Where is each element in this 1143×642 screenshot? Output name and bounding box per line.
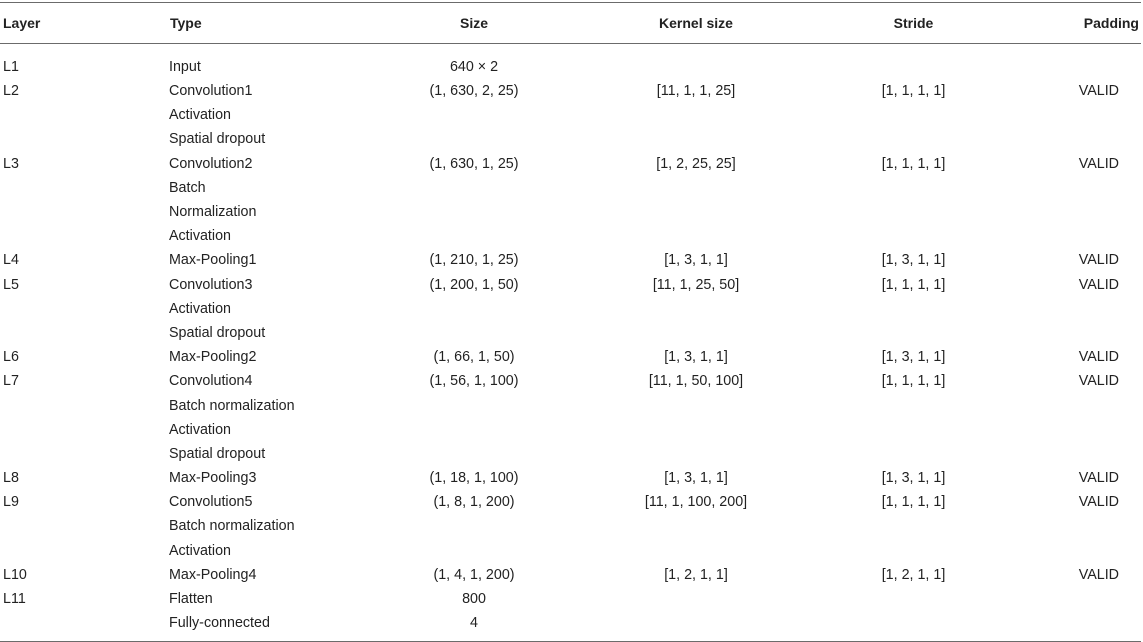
table-row [0,466,1141,490]
cell-padding [1016,44,1141,80]
cell-stride [811,442,1016,466]
cell-padding: VALID [1078,155,1119,172]
cell-kernel: [1, 2, 1, 1] [664,566,728,583]
cell-type: Fully-connected [169,615,270,632]
cell-layer [0,297,167,321]
cell-type: Input [169,59,201,75]
table-row [0,490,1141,514]
cell-stride: [1, 3, 1, 1] [881,349,946,366]
cell-kernel [581,442,811,466]
cell-type: Activation [169,300,231,317]
cell-size: (1, 210, 1, 25) [429,252,519,269]
cell-type: Convolution5 [169,494,253,511]
cell-stride [811,224,1016,248]
cell-kernel [581,200,811,224]
cell-stride [811,176,1016,200]
cell-size: (1, 4, 1, 200) [433,566,515,583]
cell-stride: [1, 1, 1, 1] [881,155,946,172]
layer-table [0,2,1141,641]
header-padding: Padding [1083,15,1139,31]
cell-kernel [581,103,811,127]
cell-layer [0,224,167,248]
cell-stride [811,587,1016,611]
cell-size [367,321,581,345]
cell-stride [811,539,1016,563]
cell-kernel [581,176,811,200]
cell-size: (1, 630, 1, 25) [429,155,519,172]
cell-padding: VALID [1078,494,1119,511]
cell-size: 800 [462,591,486,608]
table-row [0,297,1141,321]
cell-padding: VALID [1078,470,1119,487]
cell-padding [1016,297,1141,321]
cell-layer: L10 [3,566,27,583]
cell-padding: VALID [1078,566,1119,583]
cell-type: Max-Pooling4 [169,566,257,583]
cell-type: Activation [169,107,231,124]
table-row [0,514,1141,538]
cell-layer: L9 [3,494,19,511]
table-row [0,563,1141,587]
cell-layer [0,127,167,151]
cell-kernel: [1, 2, 25, 25] [656,155,736,172]
cell-size: (1, 56, 1, 100) [429,373,519,390]
cell-kernel [581,224,811,248]
cell-layer: L3 [3,155,19,172]
cell-size [367,393,581,417]
cell-stride [811,393,1016,417]
table-row [0,442,1141,466]
cell-size [367,200,581,224]
cell-stride [811,200,1016,224]
cell-layer: L8 [3,470,19,487]
table-row [0,611,1141,641]
cell-stride: [1, 1, 1, 1] [881,276,946,293]
cell-padding: VALID [1078,252,1119,269]
cell-stride [811,611,1016,641]
cell-padding: VALID [1078,349,1119,366]
cell-type: Spatial dropout [169,131,266,148]
cell-type: Spatial dropout [169,324,266,341]
header-type: Type [170,15,202,31]
table-row [0,321,1141,345]
cell-padding [1016,539,1141,563]
cell-type: Batch [169,179,206,196]
cell-padding [1016,418,1141,442]
cell-type: Activation [169,542,231,559]
cell-padding: VALID [1078,83,1119,100]
cell-kernel: [11, 1, 50, 100] [648,373,744,390]
cell-padding [1016,587,1141,611]
cell-size: (1, 18, 1, 100) [429,470,519,487]
cell-size: (1, 66, 1, 50) [433,349,515,366]
cell-kernel [581,587,811,611]
table-row [0,418,1141,442]
cell-padding [1016,321,1141,345]
header-layer: Layer [3,15,41,31]
header-kernel: Kernel size [659,15,733,31]
table-row [0,587,1141,611]
table-row [0,200,1141,224]
cell-kernel [581,44,811,80]
cell-layer [0,514,167,538]
cell-kernel [581,393,811,417]
cell-layer: L2 [3,83,19,100]
cell-kernel [581,514,811,538]
cell-stride [811,127,1016,151]
table-row [0,79,1141,103]
cell-kernel: [11, 1, 100, 200] [644,494,748,511]
cell-padding [1016,442,1141,466]
cell-layer: L6 [3,349,19,366]
cell-size [367,418,581,442]
cell-type: Normalization [169,204,257,221]
cell-padding [1016,393,1141,417]
cell-size [367,127,581,151]
cell-kernel [581,127,811,151]
cell-padding [1016,224,1141,248]
cell-layer: L11 [3,591,26,608]
cell-padding [1016,176,1141,200]
cell-kernel [581,418,811,442]
cell-layer [0,176,167,200]
cell-layer: L5 [3,276,19,293]
cell-padding [1016,514,1141,538]
table-row [0,127,1141,151]
cell-size: (1, 630, 2, 25) [429,83,519,100]
cell-size [367,442,581,466]
cell-kernel: [11, 1, 25, 50] [652,276,740,293]
cell-stride [811,514,1016,538]
header-size: Size [459,15,488,31]
cell-kernel: [1, 3, 1, 1] [664,252,728,269]
cell-layer [0,321,167,345]
cell-type: Batch normalization [169,518,295,535]
cell-kernel [581,297,811,321]
cell-size [367,224,581,248]
table-header [0,3,1141,44]
cell-kernel [581,539,811,563]
cell-layer [0,611,167,641]
cell-layer: L1 [3,59,19,75]
table-row [0,345,1141,369]
cell-kernel [581,611,811,641]
cell-size [367,539,581,563]
table-row [0,224,1141,248]
cell-type: Max-Pooling3 [169,470,257,487]
cell-stride [811,44,1016,80]
cell-size: 4 [470,615,478,632]
table-row [0,103,1141,127]
cell-padding [1016,611,1141,641]
cell-layer [0,539,167,563]
cell-stride: [1, 1, 1, 1] [881,373,946,390]
table-row [0,176,1141,200]
cell-padding [1016,127,1141,151]
cell-layer [0,393,167,417]
table-row [0,539,1141,563]
cell-type: Spatial dropout [169,445,266,462]
cell-kernel: [11, 1, 1, 25] [656,83,736,100]
cell-layer [0,442,167,466]
table-row [0,44,1141,80]
cell-size [367,103,581,127]
cell-type: Batch normalization [169,397,295,414]
cell-type: Activation [169,421,231,438]
cell-size: 640 × 2 [449,59,499,75]
cell-layer: L4 [3,252,19,269]
cell-stride: [1, 1, 1, 1] [881,494,946,511]
cell-padding [1016,200,1141,224]
cell-kernel [581,321,811,345]
cell-type: Convolution4 [169,373,253,390]
cell-type: Convolution1 [169,83,253,100]
cell-stride [811,103,1016,127]
cell-kernel: [1, 3, 1, 1] [664,349,728,366]
cell-type: Convolution3 [169,276,253,293]
table-row [0,248,1141,272]
cell-stride [811,321,1016,345]
cell-stride: [1, 1, 1, 1] [881,83,946,100]
cell-type: Activation [169,228,231,245]
cell-layer [0,418,167,442]
cell-size [367,176,581,200]
cell-padding [1016,103,1141,127]
cell-size [367,297,581,321]
header-stride: Stride [893,15,934,31]
cell-stride: [1, 2, 1, 1] [881,566,946,583]
table-row [0,152,1141,176]
cell-type: Max-Pooling2 [169,349,257,366]
cell-layer [0,200,167,224]
cell-type: Max-Pooling1 [169,252,257,269]
table-row [0,393,1141,417]
cell-stride [811,418,1016,442]
cell-type: Convolution2 [169,155,253,172]
table-row [0,273,1141,297]
cell-size: (1, 200, 1, 50) [429,276,519,293]
cell-stride [811,297,1016,321]
cell-size: (1, 8, 1, 200) [433,494,515,511]
header-row [0,3,1141,44]
table-row [0,369,1141,393]
cell-layer: L7 [3,373,19,390]
cell-stride: [1, 3, 1, 1] [881,470,946,487]
cell-padding: VALID [1078,276,1119,293]
cell-padding: VALID [1078,373,1119,390]
table-body [0,44,1141,642]
cell-size [367,514,581,538]
cell-kernel: [1, 3, 1, 1] [664,470,728,487]
cell-stride: [1, 3, 1, 1] [881,252,946,269]
cell-type: Flatten [169,591,213,608]
cell-layer [0,103,167,127]
